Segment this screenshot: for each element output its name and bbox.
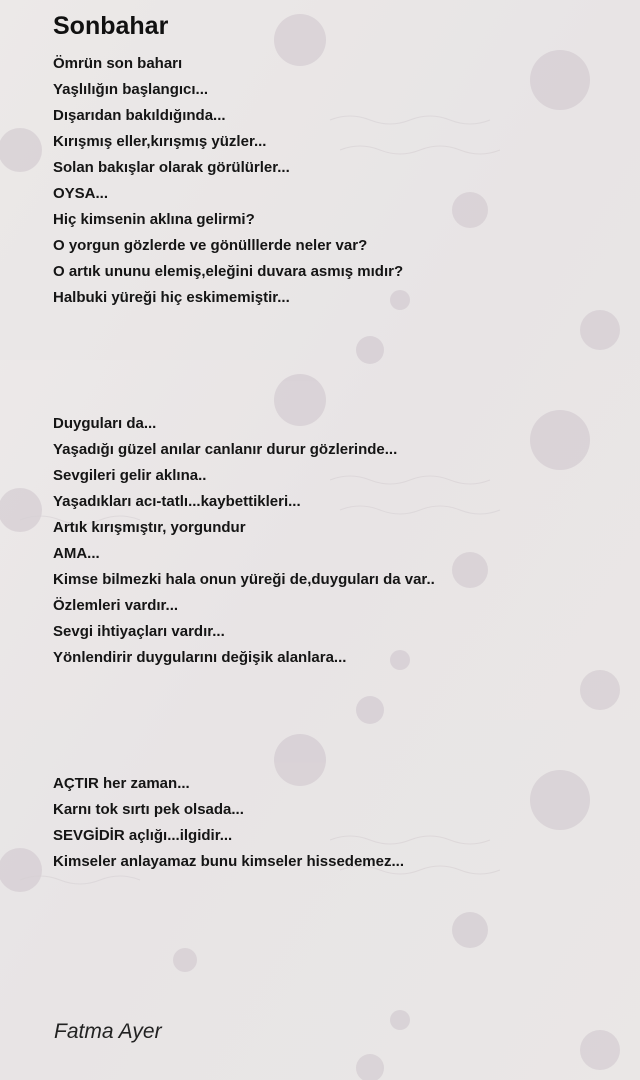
poem-line: Dışarıdan bakıldığında... bbox=[53, 107, 226, 124]
poem-line: Hiç kimsenin aklına gelirmi? bbox=[53, 211, 255, 228]
poem-line: Artık kırışmıştır, yorgundur bbox=[53, 519, 246, 536]
poem-line: Yönlendirir duygularını değişik alanlara... bbox=[53, 649, 347, 666]
poem-line: Kimseler anlayamaz bunu kimseler hissedemez... bbox=[53, 853, 404, 870]
poem-line: Sevgi ihtiyaçları vardır... bbox=[53, 623, 225, 640]
poem-line: OYSA... bbox=[53, 185, 109, 202]
poem-line: Duyguları da... bbox=[53, 415, 157, 432]
stanza-2 bbox=[53, 411, 435, 671]
poem-line: Karnı tok sırtı pek olsada... bbox=[53, 801, 244, 818]
poem-title: Sonbahar bbox=[53, 12, 169, 40]
poem-line: Sevgileri gelir aklına.. bbox=[53, 467, 207, 484]
poem-author: Fatma Ayer bbox=[54, 1020, 162, 1043]
poem-line: Yaşadıkları acı-tatlı...kaybettikleri... bbox=[53, 493, 301, 510]
poem-line: AMA... bbox=[53, 545, 100, 562]
poem-line: O yorgun gözlerde ve gönülllerde neler var? bbox=[53, 237, 368, 254]
stanza-1 bbox=[53, 51, 403, 311]
poem-line: Solan bakışlar olarak görülürler... bbox=[53, 159, 290, 176]
poem-line: O artık ununu elemiş,eleğini duvara asmış mıdır? bbox=[53, 263, 404, 280]
poem-line: Yaşlılığın başlangıcı... bbox=[53, 81, 209, 98]
poem-line: AÇTIR her zaman... bbox=[53, 775, 190, 792]
poem-line: Kırışmış eller,kırışmış yüzler... bbox=[53, 133, 267, 150]
poem-line: Kimse bilmezki hala onun yüreği de,duyguları da var.. bbox=[53, 571, 435, 588]
poem-line: SEVGİDİR açlığı...ilgidir... bbox=[53, 827, 233, 844]
poem-line: Halbuki yüreği hiç eskimemiştir... bbox=[53, 289, 290, 306]
stanza-3 bbox=[53, 771, 404, 875]
poem-line: Ömrün son baharı bbox=[53, 55, 183, 72]
poem-line: Yaşadığı güzel anılar canlanır durur gözlerinde... bbox=[53, 441, 398, 458]
poem-line: Özlemleri vardır... bbox=[53, 597, 179, 614]
